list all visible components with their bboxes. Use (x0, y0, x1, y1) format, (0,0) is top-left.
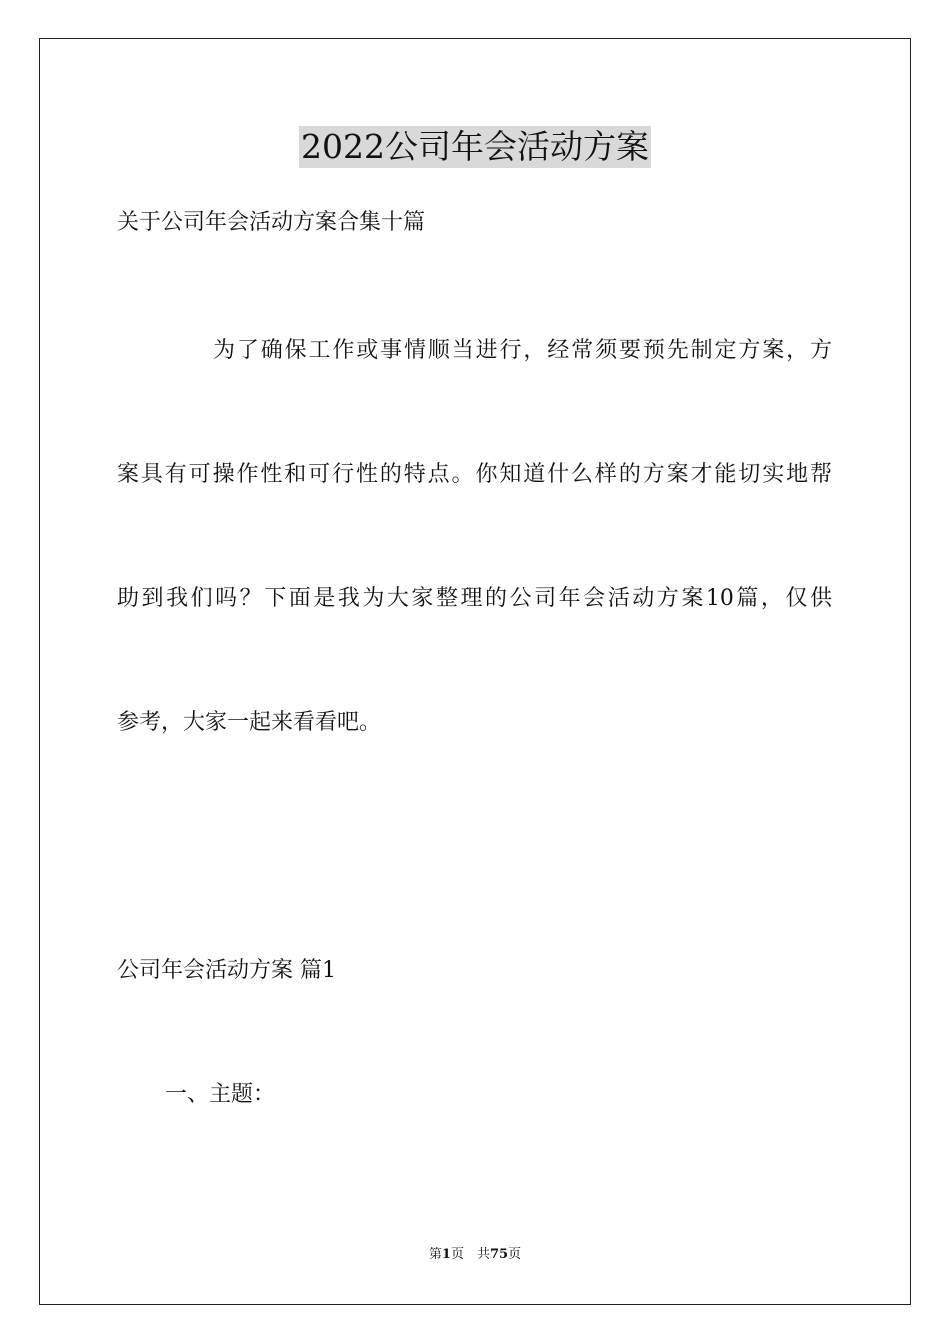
paragraph-line-4: 参考，大家一起来看看吧。 (117, 710, 382, 735)
title-container (0, 126, 950, 168)
document-title: 2022公司年会活动方案 (301, 127, 649, 166)
paragraph-line-3: 助到我们吗？下面是我为大家整理的公司年会活动方案10篇，仅供 (117, 586, 832, 611)
footer-mid: 页 共 (450, 1247, 490, 1262)
footer-prefix: 第 (428, 1247, 442, 1262)
footer-suffix: 页 (508, 1247, 522, 1262)
section-heading: 公司年会活动方案 篇1 (117, 958, 336, 983)
paragraph-line-2: 案具有可操作性和可行性的特点。你知道什么样的方案才能切实地帮 (117, 462, 832, 487)
document-subtitle: 关于公司年会活动方案合集十篇 (117, 210, 426, 235)
subheading: 一、主题： (165, 1082, 276, 1107)
page-footer (0, 1246, 950, 1264)
footer-current-page: 1 (441, 1247, 451, 1262)
footer-total-pages: 75 (489, 1247, 509, 1262)
paragraph-line-1: 为了确保工作或事情顺当进行，经常须要预先制定方案，方 (213, 338, 832, 363)
